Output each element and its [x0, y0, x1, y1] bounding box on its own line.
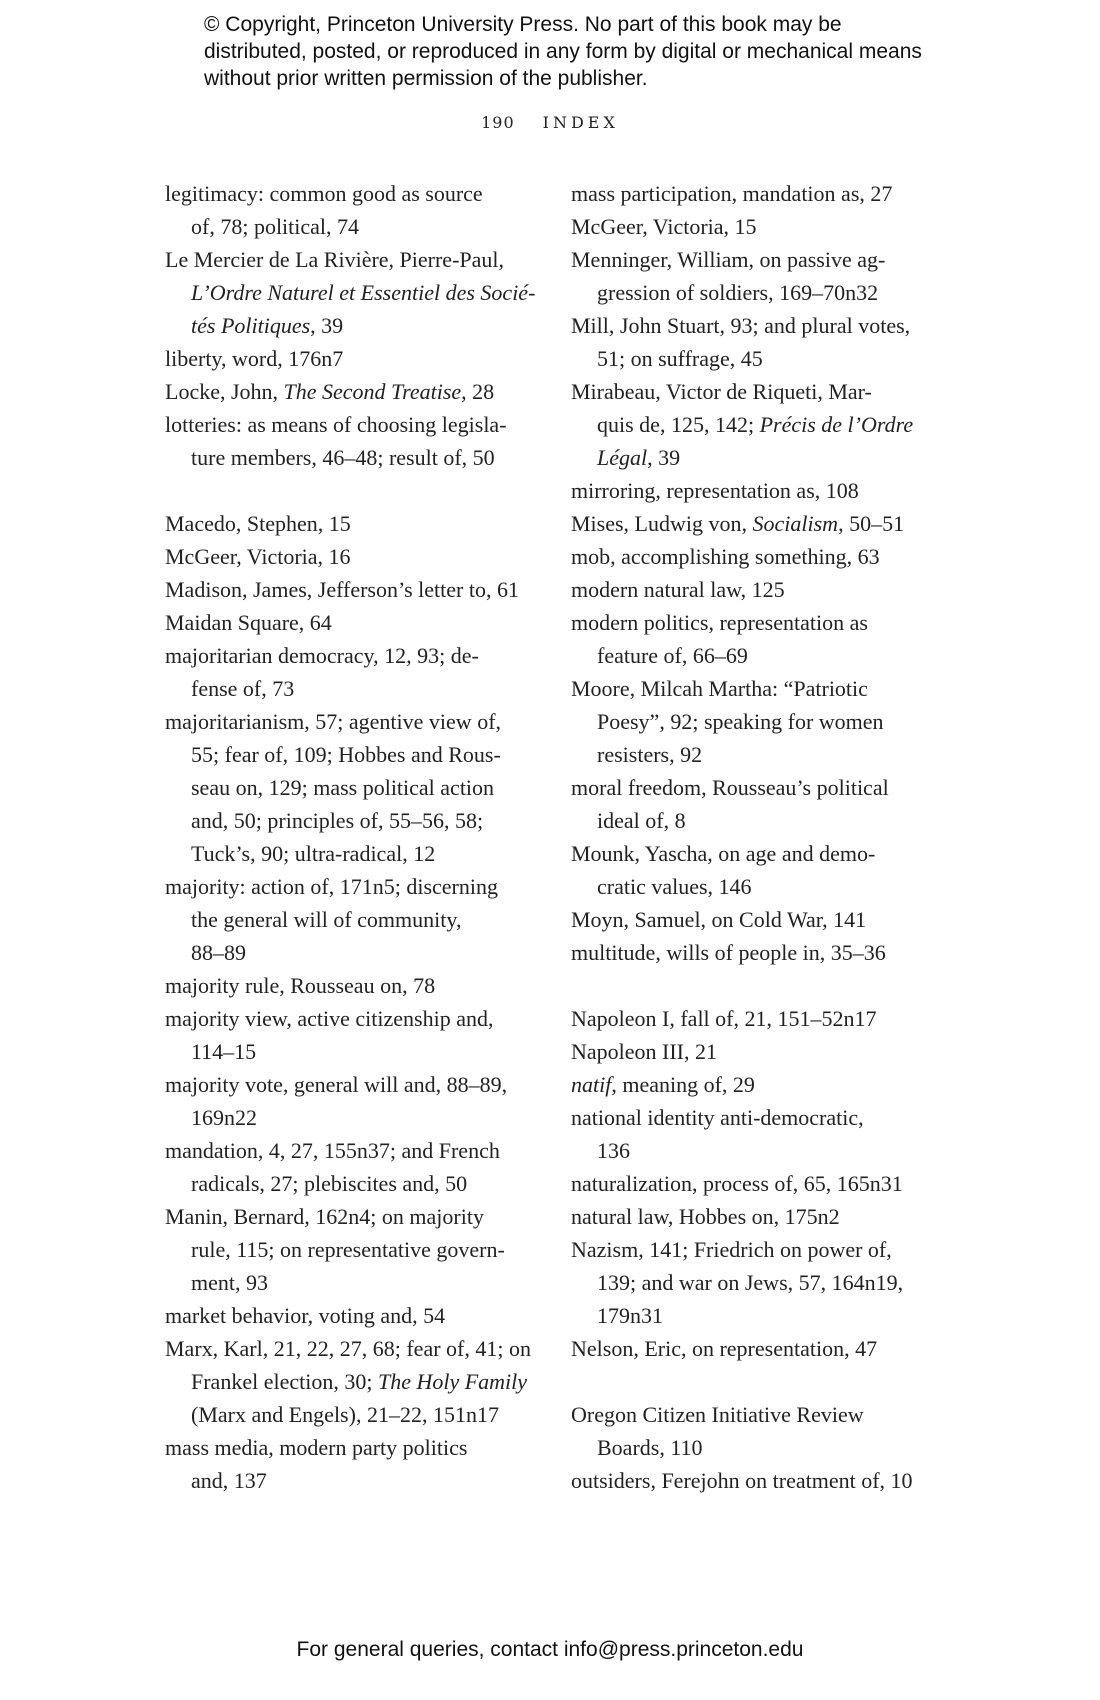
- index-entry: [571, 1167, 943, 1200]
- italic-title: The Holy Family: [377, 1369, 528, 1394]
- italic-title: tés Politiques: [191, 313, 311, 338]
- index-entry-continuation: [571, 738, 943, 771]
- index-entry: [571, 1398, 943, 1431]
- entry-text: Mill, John Stuart, 93; and plural votes,: [571, 313, 911, 338]
- italic-title: The Second Treatise: [283, 379, 462, 404]
- index-entry-continuation: [165, 903, 537, 936]
- index-entry: [165, 705, 537, 738]
- italic-title: Légal: [597, 445, 648, 470]
- entry-text: the general will of community,: [191, 907, 462, 932]
- index-entry: [165, 606, 537, 639]
- index-entry: [165, 1134, 537, 1167]
- entry-text: , 28: [461, 379, 495, 404]
- index-entry-continuation: [165, 276, 537, 309]
- index-entry: [571, 672, 943, 705]
- entry-text: and, 137: [191, 1468, 267, 1493]
- index-entry: [165, 969, 537, 1002]
- index-entry-continuation: [165, 1398, 537, 1431]
- entry-text: Marx, Karl, 21, 22, 27, 68; fear of, 41; on: [165, 1336, 531, 1361]
- index-entry: [571, 573, 943, 606]
- entry-text: (Marx and Engels), 21–22, 151n17: [191, 1402, 499, 1427]
- index-entry: [571, 1464, 943, 1497]
- entry-text: of, 78; political, 74: [191, 214, 360, 239]
- index-entry-continuation: [571, 1134, 943, 1167]
- index-entry-continuation: [571, 441, 943, 474]
- entry-text: mandation, 4, 27, 155n37; and French: [165, 1138, 500, 1163]
- entry-text: Napoleon I, fall of, 21, 151–52n17: [571, 1006, 877, 1031]
- running-title: INDEX: [542, 113, 619, 132]
- index-entry: [165, 1068, 537, 1101]
- index-entry: [165, 1299, 537, 1332]
- index-entry-continuation: [571, 1431, 943, 1464]
- index-entry: [571, 837, 943, 870]
- entry-text: Mirabeau, Victor de Riqueti, Mar-: [571, 379, 872, 404]
- entry-text: ture members, 46–48; result of, 50: [191, 445, 495, 470]
- entry-text: Poesy”, 92; speaking for women: [597, 709, 884, 734]
- entry-text: naturalization, process of, 65, 165n31: [571, 1171, 903, 1196]
- index-entry: [571, 309, 943, 342]
- entry-text: cratic values, 146: [597, 874, 752, 899]
- entry-text: fense of, 73: [191, 676, 295, 701]
- index-entry: [571, 177, 943, 210]
- index-entry: [165, 1332, 537, 1365]
- entry-text: feature of, 66–69: [597, 643, 748, 668]
- index-entry-continuation: [165, 936, 537, 969]
- entry-text: Le Mercier de La Rivière, Pierre-Paul,: [165, 247, 505, 272]
- index-entry-continuation: [165, 738, 537, 771]
- entry-text: lotteries: as means of choosing legisla-: [165, 412, 507, 437]
- entry-text: Moyn, Samuel, on Cold War, 141: [571, 907, 867, 932]
- entry-text: quis de, 125, 142;: [597, 412, 760, 437]
- index-entry: [165, 408, 537, 441]
- index-entry: [165, 177, 537, 210]
- entry-text: 88–89: [191, 940, 246, 965]
- entry-text: 55; fear of, 109; Hobbes and Rous-: [191, 742, 501, 767]
- entry-text: ment, 93: [191, 1270, 268, 1295]
- entry-text: McGeer, Victoria, 16: [165, 544, 351, 569]
- entry-text: mirroring, representation as, 108: [571, 478, 859, 503]
- entry-text: , 39: [647, 445, 681, 470]
- index-entry-continuation: [165, 441, 537, 474]
- index-section-gap: [165, 474, 537, 507]
- index-entry-continuation: [165, 837, 537, 870]
- entry-text: Locke, John,: [165, 379, 284, 404]
- entry-text: national identity anti-democratic,: [571, 1105, 864, 1130]
- entry-text: seau on, 129; mass political action: [191, 775, 495, 800]
- index-entry: [571, 243, 943, 276]
- index-entry: [165, 507, 537, 540]
- entry-text: resisters, 92: [597, 742, 703, 767]
- index-entry: [571, 375, 943, 408]
- index-entry: [165, 1002, 537, 1035]
- entry-text: gression of soldiers, 169–70n32: [597, 280, 879, 305]
- index-entry: [571, 474, 943, 507]
- entry-text: and, 50; principles of, 55–56, 58;: [191, 808, 484, 833]
- italic-title: L’Ordre Naturel et Essentiel des Socié-: [191, 280, 536, 305]
- entry-text: McGeer, Victoria, 15: [571, 214, 757, 239]
- entry-text: modern natural law, 125: [571, 577, 785, 602]
- index-entry-continuation: [571, 342, 943, 375]
- index-entry: [165, 639, 537, 672]
- italic-title: natif: [571, 1072, 612, 1097]
- index-entry-continuation: [165, 1167, 537, 1200]
- entry-text: outsiders, Ferejohn on treatment of, 10: [571, 1468, 913, 1493]
- index-entry: [165, 540, 537, 573]
- index-entry-continuation: [165, 804, 537, 837]
- entry-text: Oregon Citizen Initiative Review: [571, 1402, 864, 1427]
- entry-text: Nelson, Eric, on representation, 47: [571, 1336, 878, 1361]
- entry-text: multitude, wills of people in, 35–36: [571, 940, 886, 965]
- italic-title: Socialism: [752, 511, 839, 536]
- entry-text: Tuck’s, 90; ultra-radical, 12: [191, 841, 436, 866]
- entry-text: Mounk, Yascha, on age and demo-: [571, 841, 876, 866]
- index-entry-continuation: [571, 639, 943, 672]
- entry-text: Menninger, William, on passive ag-: [571, 247, 886, 272]
- index-entry: [165, 870, 537, 903]
- entry-text: legitimacy: common good as source: [165, 181, 483, 206]
- index-entry: [571, 606, 943, 639]
- index-entry-continuation: [571, 705, 943, 738]
- running-head: [0, 113, 1100, 132]
- entry-text: mob, accomplishing something, 63: [571, 544, 880, 569]
- entry-text: 179n31: [597, 1303, 663, 1328]
- index-entry-continuation: [165, 1233, 537, 1266]
- entry-text: Frankel election, 30;: [191, 1369, 378, 1394]
- entry-text: liberty, word, 176n7: [165, 346, 344, 371]
- entry-text: ideal of, 8: [597, 808, 686, 833]
- index-entry: [165, 573, 537, 606]
- entry-text: majority rule, Rousseau on, 78: [165, 973, 436, 998]
- entry-text: rule, 115; on representative govern-: [191, 1237, 505, 1262]
- index-entry: [571, 540, 943, 573]
- index-entry: [165, 243, 537, 276]
- index-entry-continuation: [165, 1035, 537, 1068]
- index-entry-continuation: [165, 1101, 537, 1134]
- index-entry: [165, 1431, 537, 1464]
- entry-text: Nazism, 141; Friedrich on power of,: [571, 1237, 892, 1262]
- entry-text: , 39: [310, 313, 344, 338]
- entry-text: Boards, 110: [597, 1435, 703, 1460]
- entry-text: 51; on suffrage, 45: [597, 346, 763, 371]
- index-entry: [571, 1233, 943, 1266]
- index-entry-continuation: [165, 1464, 537, 1497]
- entry-text: majoritarianism, 57; agentive view of,: [165, 709, 502, 734]
- entry-text: Manin, Bernard, 162n4; on majority: [165, 1204, 484, 1229]
- copyright-notice: © Copyright, Princeton University Press. No part of this book may be distributed, posted, or reproduced in any form by digital or mechanical means without prior written permission of the publisher.: [204, 13, 922, 90]
- index-entry: [571, 1101, 943, 1134]
- index-column-right: [571, 177, 943, 1497]
- entry-text: radicals, 27; plebiscites and, 50: [191, 1171, 468, 1196]
- entry-text: mass media, modern party politics: [165, 1435, 468, 1460]
- entry-text: Madison, James, Jefferson’s letter to, 61: [165, 577, 519, 602]
- entry-text: majoritarian democracy, 12, 93; de-: [165, 643, 479, 668]
- index-entry: [571, 1332, 943, 1365]
- index-entry: [571, 1068, 943, 1101]
- entry-text: majority: action of, 171n5; discerning: [165, 874, 498, 899]
- entry-text: , 50–51: [838, 511, 905, 536]
- index-entry: [571, 1035, 943, 1068]
- index-entry: [571, 1002, 943, 1035]
- index-entry: [165, 1200, 537, 1233]
- entry-text: natural law, Hobbes on, 175n2: [571, 1204, 840, 1229]
- entry-text: 136: [597, 1138, 630, 1163]
- entry-text: mass participation, mandation as, 27: [571, 181, 893, 206]
- entry-text: market behavior, voting and, 54: [165, 1303, 446, 1328]
- index-entry-continuation: [165, 210, 537, 243]
- entry-text: Napoleon III, 21: [571, 1039, 718, 1064]
- index-entry-continuation: [571, 804, 943, 837]
- entry-text: Maidan Square, 64: [165, 610, 332, 635]
- index-entry-continuation: [165, 771, 537, 804]
- entry-text: 114–15: [191, 1039, 257, 1064]
- page-number: 190: [481, 113, 515, 132]
- index-entry-continuation: [165, 309, 537, 342]
- index-entry-continuation: [571, 1299, 943, 1332]
- index-entry-continuation: [165, 1266, 537, 1299]
- entry-text: Moore, Milcah Martha: “Patriotic: [571, 676, 868, 701]
- entry-text: majority view, active citizenship and,: [165, 1006, 494, 1031]
- entry-text: majority vote, general will and, 88–89,: [165, 1072, 508, 1097]
- entry-text: 139; and war on Jews, 57, 164n19,: [597, 1270, 904, 1295]
- index-column-left: [165, 177, 537, 1497]
- index-entry-continuation: [571, 408, 943, 441]
- entry-text: , meaning of, 29: [611, 1072, 755, 1097]
- italic-title: Précis de l’Ordre: [759, 412, 914, 437]
- entry-text: Mises, Ludwig von,: [571, 511, 753, 536]
- index-section-gap: [571, 969, 943, 1002]
- entry-text: 169n22: [191, 1105, 257, 1130]
- index-entry: [571, 1200, 943, 1233]
- index-entry: [571, 936, 943, 969]
- index-entry: [165, 375, 537, 408]
- index-entry-continuation: [165, 672, 537, 705]
- entry-text: moral freedom, Rousseau’s political: [571, 775, 889, 800]
- index-entry: [571, 903, 943, 936]
- index-entry-continuation: [571, 276, 943, 309]
- index-entry: [165, 342, 537, 375]
- entry-text: modern politics, representation as: [571, 610, 868, 635]
- index-section-gap: [571, 1365, 943, 1398]
- index-entry-continuation: [165, 1365, 537, 1398]
- entry-text: Macedo, Stephen, 15: [165, 511, 351, 536]
- index-entry-continuation: [571, 1266, 943, 1299]
- index-entry: [571, 507, 943, 540]
- index-entry: [571, 771, 943, 804]
- contact-footer: For general queries, contact info@press.princeton.edu: [296, 1638, 804, 1661]
- index-entry-continuation: [571, 870, 943, 903]
- index-entry: [571, 210, 943, 243]
